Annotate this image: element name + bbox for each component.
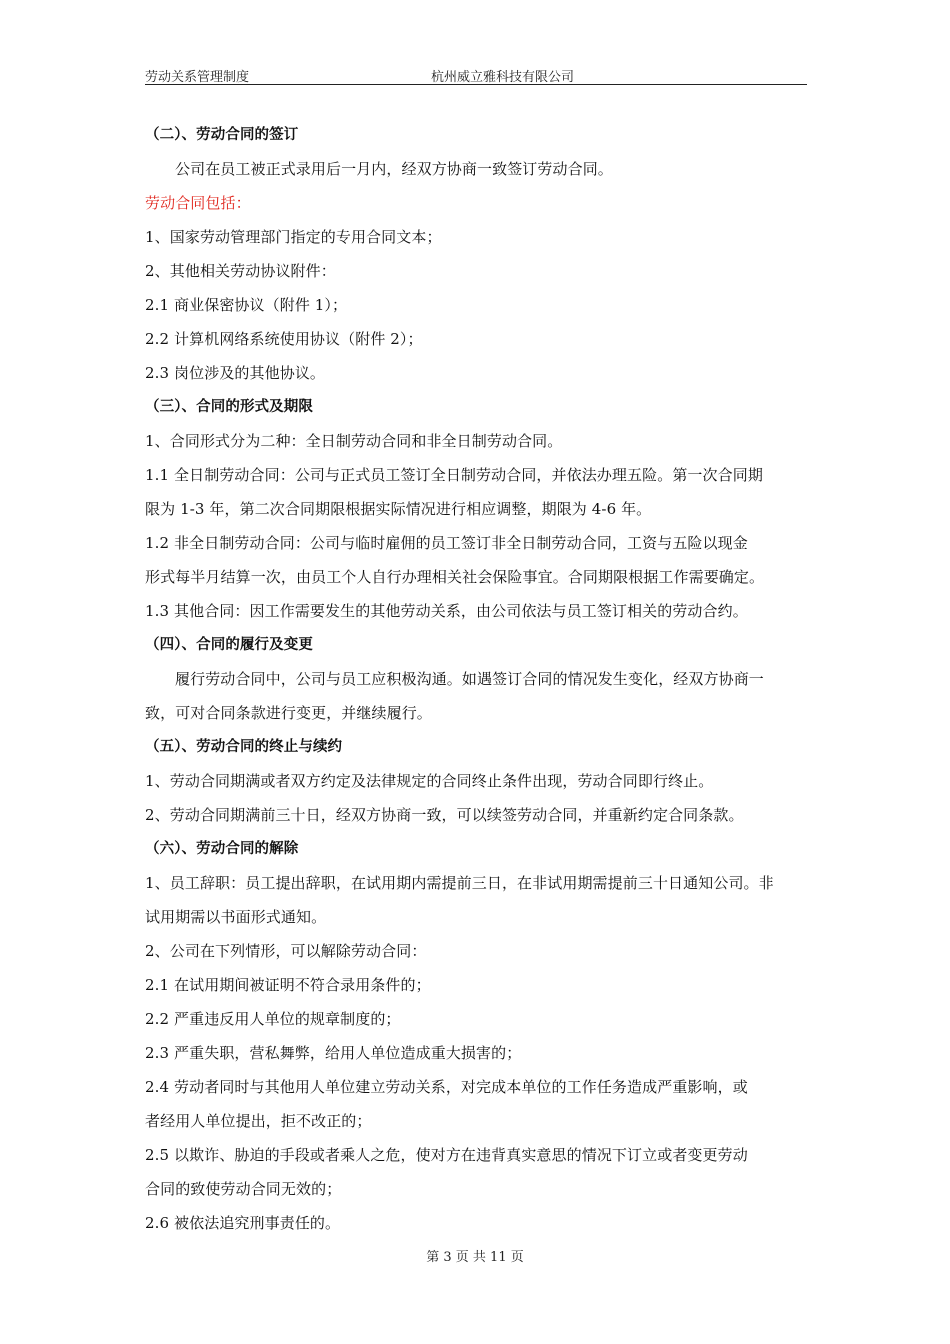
list-item: 2、劳动合同期满前三十日，经双方协商一致，可以续签劳动合同，并重新约定合同条款。 [145,806,744,824]
section-heading: （二）、劳动合同的签订 [145,127,299,143]
highlighted-label: 劳动合同包括： [145,194,251,212]
list-item-continuation: 合同的致使劳动合同无效的； [145,1180,342,1198]
list-item: 2.4 劳动者同时与其他用人单位建立劳动关系，对完成本单位的工作任务造成严重影响，或 [145,1078,748,1096]
list-item-continuation: 限为 1-3 年，第二次合同期限根据实际情况进行相应调整，期限为 4-6 年。 [145,500,652,518]
list-item: 1、国家劳动管理部门指定的专用合同文本； [145,228,442,246]
list-item: 2.2 计算机网络系统使用协议（附件 2）； [145,330,423,348]
list-item: 1.1 全日制劳动合同：公司与正式员工签订全日制劳动合同，并依法办理五险。第一次合同期 [145,466,763,484]
list-item: 1、员工辞职：员工提出辞职，在试用期内需提前三日，在非试用期需提前三十日通知公司。非 [145,874,774,892]
header-company-name: 杭州威立雅科技有限公司 [431,70,575,85]
section-heading: （四）、合同的履行及变更 [145,637,313,653]
list-item: 2.3 严重失职，营私舞弊，给用人单位造成重大损害的； [145,1044,522,1062]
list-item: 1.3 其他合同：因工作需要发生的其他劳动关系，由公司依法与员工签订相关的劳动合约。 [145,602,748,620]
list-item: 2.3 岗位涉及的其他协议。 [145,364,326,382]
list-item: 2、其他相关劳动协议附件： [145,262,336,280]
paragraph: 公司在员工被正式录用后一月内，经双方协商一致签订劳动合同。 [175,160,613,178]
list-item-continuation: 试用期需以书面形式通知。 [145,908,327,926]
list-item: 1、合同形式分为二种：全日制劳动合同和非全日制劳动合同。 [145,432,563,450]
paragraph: 履行劳动合同中，公司与员工应积极沟通。如遇签订合同的情况发生变化，经双方协商一 [175,670,764,688]
list-item-continuation: 形式每半月结算一次，由员工个人自行办理相关社会保险事宜。合同期限根据工作需要确定。 [145,568,765,586]
page-number-footer: 第 3 页 共 11 页 [426,1250,524,1265]
section-heading: （五）、劳动合同的终止与续约 [145,739,343,755]
list-item: 1.2 非全日制劳动合同：公司与临时雇佣的员工签订非全日制劳动合同，工资与五险以现金 [145,534,748,552]
list-item: 2.1 商业保密协议（附件 1）； [145,296,348,314]
header-document-title: 劳动关系管理制度 [145,70,250,85]
list-item: 2.1 在试用期间被证明不符合录用条件的； [145,976,431,994]
document-body [145,118,807,1240]
section-heading: （三）、合同的形式及期限 [145,399,313,415]
list-item: 2.6 被依法追究刑事责任的。 [145,1214,341,1232]
list-item: 2.5 以欺诈、胁迫的手段或者乘人之危，使对方在违背真实意思的情况下订立或者变更劳动 [145,1146,748,1164]
page-header [145,62,807,85]
list-item: 2.2 严重违反用人单位的规章制度的； [145,1010,401,1028]
paragraph-continuation: 致，可对合同条款进行变更，并继续履行。 [145,704,432,722]
list-item-continuation: 者经用人单位提出，拒不改正的； [145,1112,372,1130]
section-heading: （六）、劳动合同的解除 [145,841,299,857]
list-item: 2、公司在下列情形，可以解除劳动合同： [145,942,427,960]
list-item: 1、劳动合同期满或者双方约定及法律规定的合同终止条件出现，劳动合同即行终止。 [145,772,714,790]
